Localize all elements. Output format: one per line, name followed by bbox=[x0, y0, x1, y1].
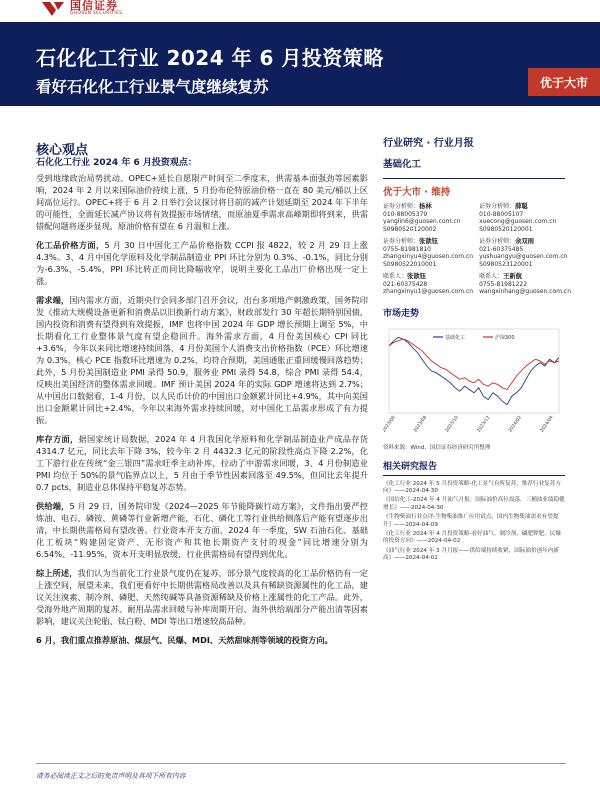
analyst-list bbox=[383, 203, 572, 296]
analyst-card: 证券分析师：薛聪 010-88005107 xuecong@guosen.com.cn S0980520120001 bbox=[479, 203, 557, 233]
x-tick-label: 2023/06 bbox=[383, 414, 397, 433]
industry-rating: 优于大市 · 维持 bbox=[383, 187, 451, 198]
x-tick-label: 2024/04 bbox=[539, 414, 555, 433]
analyst-card: 联系人：王新航 0755-81981222 wangxinhang@guosen.com.cn bbox=[479, 273, 572, 295]
disclaimer-footer: 请务必阅读正文之后的免责声明及其项下所有内容 bbox=[36, 772, 186, 780]
series-line-2 bbox=[389, 339, 559, 389]
report-subtitle: 看好石化化工行业景气度继续复苏 bbox=[36, 78, 269, 96]
report-title: 石化化工行业 2024 年 6 月投资策略 bbox=[36, 46, 384, 70]
related-report-link[interactable]: 《国信化工-2024 年 4 月油气月报：国际油价高位震荡，三桶油业绩稳健增长》——2024-04-30 bbox=[383, 497, 565, 511]
x-tick-label: 2023/08 bbox=[413, 414, 429, 433]
paragraph: 受到地缘政治局势扰动、OPEC+延长自愿限产时间至二季度末，供需基本面强劲等因素影响，2024 年 2 月以来国际油价持续上涨，5 月份布伦特原油价格一直在 80 美元/桶以上区间高位运行。OPEC+将于 6 月 2 日举行会议探讨将目前的减产计划延期至 2024 年下半年的可能性，全面延长减产协议将有效提振市场情绪，而原油夏季需求高峰期即将到来，供需错配问题将逐步显现，原油价格有望在 6 月温和上涨。 bbox=[36, 173, 368, 231]
footer-divider bbox=[36, 763, 566, 764]
related-report-link[interactable]: 《油气行业 2024 年 3 月月报——供给端持续收紧，国际油价创年内新高》——2024-04-02 bbox=[383, 547, 559, 562]
industry-name: 基础化工 bbox=[383, 159, 422, 170]
trend-chart-svg bbox=[383, 321, 565, 441]
title-banner bbox=[0, 22, 600, 106]
company-logo bbox=[40, 0, 122, 22]
core-view-heading: 核心观点 bbox=[36, 143, 89, 158]
analyst-card: 证券分析师：余双雨 021-60375485 yushuangyu@guosen.com.cn S0980523120001 bbox=[479, 238, 568, 268]
paragraph: 6 月，我们重点推荐原油、煤层气、民爆、MDI、天然甜味剂等领域的投资方向。 bbox=[36, 635, 333, 645]
x-tick-label: 2023/12 bbox=[476, 414, 492, 433]
analyst-card: 联系人：张歆钰 021-60375428 zhangxinyu1@guosen.com.cn bbox=[383, 273, 474, 295]
related-report-link[interactable]: 《化工行业 2024 年 4 月投资策略-看好油气、制冷剂、磷肥钾肥、民爆的投资方向》——2024-04-02 bbox=[383, 530, 561, 545]
core-view-subheading: 石化化工行业 2024 年 6 月投资观点： bbox=[36, 158, 197, 168]
paragraph: 化工品价格方面，5 月 30 日中国化工产品价格指数 CCPI 报 4822，较 2 月 29 日上涨 4.3%。3、4 月中国化学原料及化学制品制造业 PPI 环比分别为 0.3%、-0.1%，同比分别为-6.3%、-5.4%，PPI 环比转正而同比降幅收窄，说明主要化工品出厂价格出现一定上涨。 bbox=[36, 240, 368, 286]
paragraph: 供给端，5 月 29 日，国务院印发《2024—2025 年节能降碳行动方案》，文件指出要严控炼油、电石、磷铵、黄磷等行业新增产能，石化、磷化工等行业供给侧落后产能有望逐步出清，中长期供需格局有望改善。行业资本开支方面，2024 年一季度，SW 石油石化、基础化工板块“购建固定资产、无形资产和其他长期资产支付的现金”同比增速分别为 6.54%、-11.95%，资本开支明显放缓，行业供需格局有望得到优化。 bbox=[36, 501, 368, 559]
chart-source: 资料来源：Wind、国信证券经济研究所整理 bbox=[383, 444, 491, 451]
rating-badge: 优于大市 bbox=[528, 68, 600, 96]
legend-label: 沪深300 bbox=[495, 334, 515, 341]
analyst-card: 证券分析师：张歆钰 0755-81981810 zhangxinyu4@guosen.com.cn S0980522010001 bbox=[383, 238, 474, 268]
logo-name-cn: 国信证券 bbox=[70, 0, 118, 12]
market-trend-title: 市场走势 bbox=[383, 308, 420, 319]
paragraph: 综上所述，我们认为当前化工行业景气度仍在复苏，部分景气度较高的化工品价格仍有一定上涨空间，展望未来，我们更看好中长期供需格局改善以及具有稀缺资源属性的化工品，建议关注溴素、制冷剂、磷肥、天然纯碱等具备资源稀缺及价格上涨属性的化工产品。此外，受海外地产周期的复苏、耐用品需求回暖与补库周期开启、海外供给端部分产能出清等因素影响，建议关注轮胎、钛白粉、MDI 等出口增速较高品种。 bbox=[36, 568, 368, 626]
related-report-link[interactable]: 《生物柴油行业点评-生物柴油推广应用试点，国内生物柴油需求有望提升》——2024-04-09 bbox=[383, 514, 559, 528]
market-trend-chart bbox=[383, 321, 565, 441]
x-tick-label: 2024/02 bbox=[508, 414, 524, 433]
sidebar bbox=[383, 134, 572, 565]
logo-icon bbox=[40, 0, 66, 18]
divider bbox=[383, 475, 565, 476]
report-category: 行业研究 · 行业月报 bbox=[383, 138, 474, 149]
analyst-card: 证券分析师：杨林 010-88005379 yanglin6@guosen.com.cn S0980520120002 bbox=[383, 203, 461, 233]
divider bbox=[383, 178, 565, 179]
body-text bbox=[36, 172, 368, 653]
related-reports-title: 相关研究报告 bbox=[383, 461, 438, 472]
paragraph: 库存方面，据国家统计局数据，2024 年 4 月我国化学原料和化学制品制造业产成品存货 4314.7 亿元，同比去年下降 3%，较今年 2 月 4432.3 亿元的阶段性高点下降 2.2%，化工下游行业在传统“金三银四”需求旺季主动补库，拉动了中游需求回暖，3、4 月份制造业 PMI 均位于 50%的景气临界点以上，5 月由于季节性因素回落至 49.5%，但同比去年提升 0.7 pcts，制造业总体保持平稳复苏态势。 bbox=[36, 434, 368, 492]
chart-frame bbox=[389, 329, 559, 413]
related-reports-list bbox=[383, 481, 565, 563]
legend-label: 基础化工 bbox=[445, 334, 466, 341]
paragraph: 需求端，国内需求方面，近期央行会同多部门召开会议，出台多项地产刺激政策，国务院印发《推动大规模设备更新和消费品以旧换新行动方案》，财政部发行 30 年超长期特别国债，国内投资和消费有望得到有效提振，IMF 也将中国 2024 年 GDP 增长预期上调至 5%，中长期看化工行业整体景气度有望企稳回升。海外需求方面，4 月份美国核心 CPI 同比+3.6%，今年以来同比增速持续回落，4 月份美国个人消费支出价格指数（PCE）环比增速为 0.3%，核心 PCE 指数环比增速为 0.2%，均符合预期，美国通胀正重回缓慢回落趋势；此外，5 月份美国制造业 PMI 录得 50.9，服务业 PMI 录得 54.8，综合 PMI 录得 54.4，反映出美国经济的整体需求回暖。IMF 预计美国 2024 年的实际 GDP 增速将达到 2.7%；从中国出口数据看，1-4 月份，以人民币计价的中国出口金额累计同比+4.9%，其中向美国出口金额累计同比+2.4%，今年以来海外需求持续回暖，对中国化工品需求形成了有力提振。 bbox=[36, 295, 368, 425]
series-line-1 bbox=[389, 337, 559, 404]
x-tick-label: 2023/10 bbox=[445, 414, 460, 433]
related-report-link[interactable]: 《化工行业 2024 年 5 月投资策略-化工景气有所复苏，推荐行业复苏方向》——2024-04-30 bbox=[383, 480, 561, 494]
logo-name-en: GUOSEN SECURITIES bbox=[70, 11, 123, 16]
